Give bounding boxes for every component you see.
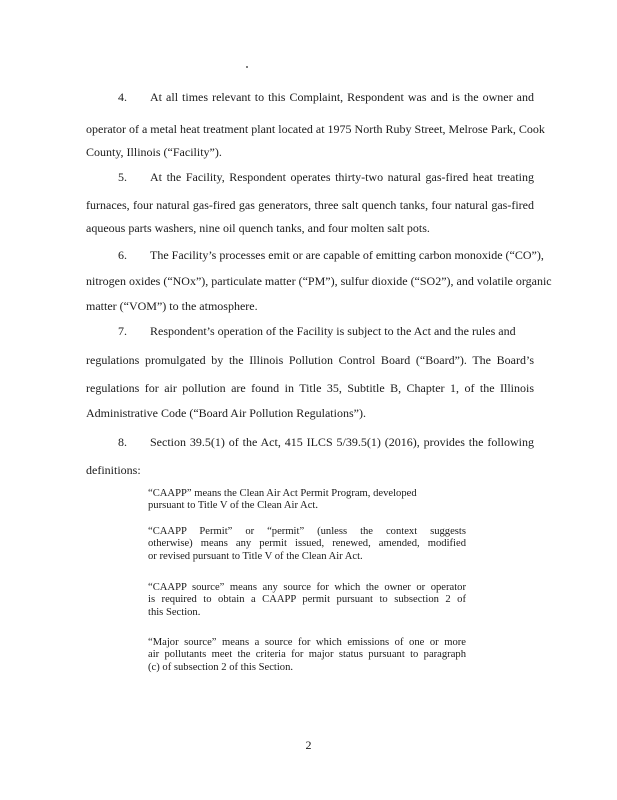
- definition-major-source: [148, 637, 466, 674]
- definition-caapp-source: [148, 582, 466, 619]
- paragraph-line: regulations for air pollution are found in Title 35, Subtitle B, Chapter 1, of the Illinois: [86, 381, 534, 395]
- definition-line: or revised pursuant to Title V of the Clean Air Act.: [148, 550, 363, 562]
- paragraph-line: 4. At all times relevant to this Complaint, Respondent was and is the owner and: [118, 90, 534, 104]
- scan-speck: [246, 66, 248, 68]
- definition-line: otherwise) means any permit issued, renewed, amended, modified: [148, 538, 466, 550]
- definition-line: is required to obtain a CAAPP permit pursuant to subsection 2 of: [148, 594, 466, 606]
- paragraph-line: operator of a metal heat treatment plant located at 1975 North Ruby Street, Melrose Park, Cook: [86, 122, 545, 136]
- paragraph-line: matter (“VOM”) to the atmosphere.: [86, 299, 258, 313]
- paragraph-line: aqueous parts washers, nine oil quench tanks, and four molten salt pots.: [86, 221, 430, 235]
- definition-line: “Major source” means a source for which emissions of one or more: [148, 637, 466, 648]
- paragraph-number: 8.: [118, 435, 127, 449]
- page-number: 2: [305, 738, 312, 752]
- paragraph-line: 7. Respondent’s operation of the Facility is subject to the Act and the rules and: [118, 324, 516, 338]
- definition-line: “CAAPP” means the Clean Air Act Permit Program, developed: [148, 488, 417, 499]
- paragraph-number: 4.: [118, 90, 127, 104]
- paragraph-line: 5. At the Facility, Respondent operates thirty-two natural gas-fired heat treating: [118, 170, 534, 184]
- paragraph-number: 5.: [118, 170, 127, 184]
- paragraph-line: nitrogen oxides (“NOx”), particulate matter (“PM”), sulfur dioxide (“SO2”), and volatile organic: [86, 274, 552, 288]
- definition-line: “CAAPP Permit” or “permit” (unless the context suggests: [148, 526, 466, 537]
- paragraph-line: regulations promulgated by the Illinois Pollution Control Board (“Board”). The Board’s: [86, 353, 534, 367]
- paragraph-line: 8. Section 39.5(1) of the Act, 415 ILCS 5/39.5(1) (2016), provides the following: [118, 435, 534, 449]
- paragraph-line: Administrative Code (“Board Air Pollution Regulations”).: [86, 406, 366, 420]
- paragraph-number: 7.: [118, 324, 127, 338]
- paragraph-line: County, Illinois (“Facility”).: [86, 145, 222, 159]
- definition-line: (c) of subsection 2 of this Section.: [148, 661, 294, 673]
- definition-line: pursuant to Title V of the Clean Air Act.: [148, 500, 318, 512]
- paragraph-line: 6. The Facility’s processes emit or are capable of emitting carbon monoxide (“CO”),: [118, 248, 544, 262]
- definition-caapp: [148, 488, 466, 513]
- definition-line: air pollutants meet the criteria for major status pursuant to paragraph: [148, 649, 466, 661]
- definition-line: this Section.: [148, 606, 201, 618]
- definition-line: “CAAPP source” means any source for which the owner or operator: [148, 582, 466, 593]
- definition-caapp-permit: [148, 526, 466, 563]
- paragraph-line: furnaces, four natural gas-fired gas generators, three salt quench tanks, four natural gas-fired: [86, 198, 534, 212]
- paragraph-line: definitions:: [86, 463, 141, 477]
- paragraph-number: 6.: [118, 248, 127, 262]
